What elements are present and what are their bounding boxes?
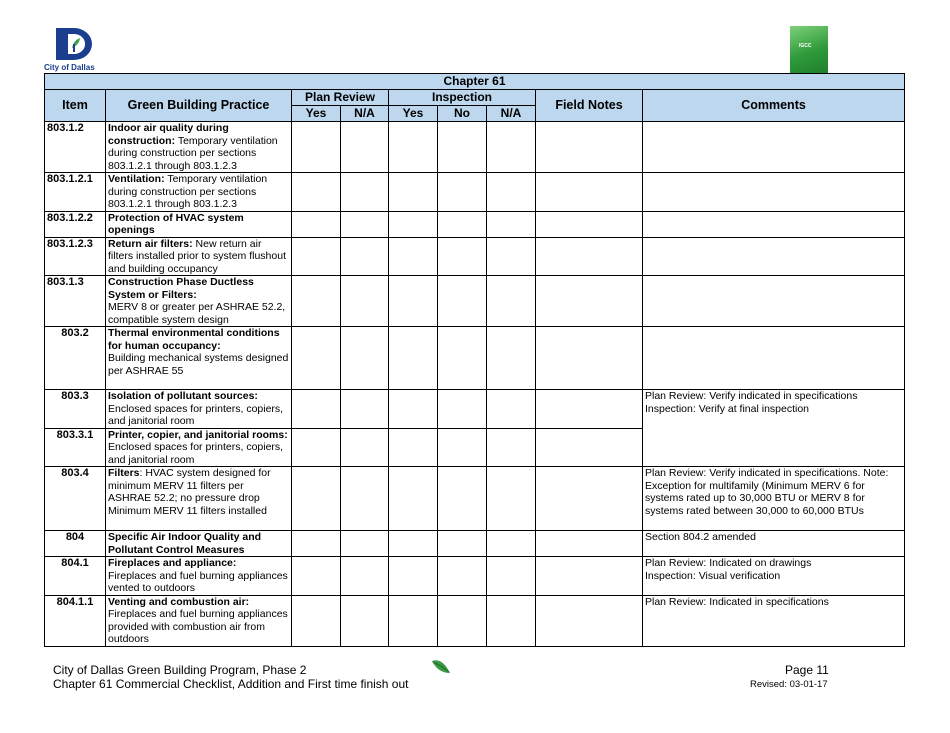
field-notes-cell[interactable] (536, 390, 643, 429)
plan-yes-cell[interactable] (292, 557, 341, 596)
insp-yes-cell[interactable] (389, 428, 438, 467)
plan-na-cell[interactable] (341, 276, 389, 327)
plan-na-cell[interactable] (341, 327, 389, 390)
practice-title: Construction Phase Ductless System or Filters: (108, 276, 254, 301)
table-row (45, 173, 905, 212)
practice-title: Filters (108, 467, 140, 479)
item-number: 803.1.3 (45, 276, 106, 327)
table-row (45, 595, 905, 646)
practice-cell (106, 276, 292, 327)
plan-yes-cell[interactable] (292, 595, 341, 646)
sub-yes: Yes (292, 106, 341, 122)
insp-yes-cell[interactable] (389, 211, 438, 237)
item-number: 803.3.1 (45, 428, 106, 467)
practice-text: Fireplaces and fuel burning appliances vented to outdoors (108, 569, 288, 594)
insp-yes-cell[interactable] (389, 390, 438, 429)
practice-cell (106, 467, 292, 531)
page-number: Page 11 (785, 663, 829, 677)
field-notes-cell[interactable] (536, 327, 643, 390)
plan-yes-cell[interactable] (292, 390, 341, 429)
item-number: 803.1.2.2 (45, 211, 106, 237)
practice-title: Isolation of pollutant sources: (108, 390, 258, 402)
practice-title: Return air filters: (108, 237, 193, 250)
insp-na-cell[interactable] (487, 390, 536, 429)
item-number: 803.1.2 (45, 122, 106, 173)
insp-no-cell[interactable] (438, 173, 487, 212)
plan-yes-cell[interactable] (292, 467, 341, 531)
field-notes-cell[interactable] (536, 122, 643, 173)
plan-na-cell[interactable] (341, 390, 389, 429)
plan-yes-cell[interactable] (292, 237, 341, 276)
table-row (45, 237, 905, 276)
field-notes-cell[interactable] (536, 428, 643, 467)
footer-program: City of Dallas Green Building Program, Phase 2 (53, 663, 307, 677)
col-comments: Comments (643, 90, 905, 122)
insp-na-cell[interactable] (487, 595, 536, 646)
plan-yes-cell[interactable] (292, 122, 341, 173)
insp-no-cell[interactable] (438, 237, 487, 276)
comments-cell: Section 804.2 amended (643, 531, 905, 557)
table-row (45, 390, 905, 429)
comment-line: Inspection: Verify at final inspection (645, 402, 810, 415)
sub-na: N/A (487, 106, 536, 122)
col-practice: Green Building Practice (106, 90, 292, 122)
practice-text: Enclosed spaces for printers, copiers, and janitorial room (108, 402, 284, 427)
insp-na-cell[interactable] (487, 122, 536, 173)
plan-na-cell[interactable] (341, 173, 389, 212)
insp-no-cell[interactable] (438, 595, 487, 646)
chapter-header: Chapter 61 (45, 74, 905, 90)
insp-na-cell[interactable] (487, 327, 536, 390)
practice-title: Printer, copier, and janitorial rooms: (108, 428, 288, 441)
insp-no-cell[interactable] (438, 467, 487, 531)
insp-yes-cell[interactable] (389, 467, 438, 531)
col-plan-review: Plan Review (292, 90, 389, 106)
plan-na-cell[interactable] (341, 595, 389, 646)
practice-title: Indoor air quality during construction: (108, 122, 229, 147)
practice-text: : HVAC system designed for minimum MERV 11 filters per ASHRAE 52.2; no pressure drop Minimum MERV 11 filters installed (108, 467, 271, 517)
practice-text: MERV 8 or greater per ASHRAE 52.2, compatible system design (108, 301, 286, 326)
field-notes-cell[interactable] (536, 276, 643, 327)
sub-yes: Yes (389, 106, 438, 122)
igcc-badge (790, 26, 828, 73)
plan-na-cell[interactable] (341, 467, 389, 531)
comments-cell (643, 276, 905, 327)
plan-na-cell[interactable] (341, 211, 389, 237)
table-row (45, 276, 905, 327)
field-notes-cell[interactable] (536, 211, 643, 237)
comments-cell: Plan Review: Indicated in specifications (643, 595, 905, 646)
insp-na-cell[interactable] (487, 428, 536, 467)
item-number: 803.3 (45, 390, 106, 429)
plan-na-cell[interactable] (341, 557, 389, 596)
insp-yes-cell[interactable] (389, 327, 438, 390)
practice-title: Ventilation: (108, 173, 165, 185)
practice-cell (106, 211, 292, 237)
item-number: 803.4 (45, 467, 106, 531)
comments-cell: Plan Review: Verify indicated in specifications. Note: Exception for multifamily (Minimum MERV 6 for systems rated up to 30,000 BTU or MERV 8 for systems rated between 30,000 to 60,000 BTUs (643, 467, 905, 531)
sub-na: N/A (341, 106, 389, 122)
insp-no-cell[interactable] (438, 428, 487, 467)
plan-na-cell[interactable] (341, 237, 389, 276)
item-number: 803.2 (45, 327, 106, 390)
plan-na-cell[interactable] (341, 428, 389, 467)
col-item: Item (45, 90, 106, 122)
insp-no-cell[interactable] (438, 531, 487, 557)
practice-title: Protection of HVAC system openings (108, 211, 244, 236)
practice-cell (106, 531, 292, 557)
practice-cell (106, 173, 292, 212)
comment-line: Plan Review: Verify indicated in specifications (645, 390, 858, 402)
insp-yes-cell[interactable] (389, 122, 438, 173)
plan-yes-cell[interactable] (292, 276, 341, 327)
practice-title: Specific Air Indoor Quality and Pollutant Control Measures (108, 531, 262, 556)
table-row (45, 557, 905, 596)
insp-na-cell[interactable] (487, 467, 536, 531)
practice-cell (106, 237, 292, 276)
practice-cell (106, 327, 292, 390)
practice-cell (106, 390, 292, 429)
table-row (45, 211, 905, 237)
insp-yes-cell[interactable] (389, 173, 438, 212)
practice-text: Temporary ventilation during construction per sections 803.1.2.1 through 803.1.2.3 (108, 173, 268, 210)
plan-yes-cell[interactable] (292, 173, 341, 212)
plan-yes-cell[interactable] (292, 428, 341, 467)
insp-na-cell[interactable] (487, 557, 536, 596)
practice-text: Enclosed spaces for printers, copiers, and janitorial room (108, 441, 284, 466)
item-number: 804.1.1 (45, 595, 106, 646)
comments-cell (643, 211, 905, 237)
insp-no-cell[interactable] (438, 211, 487, 237)
plan-yes-cell[interactable] (292, 327, 341, 390)
plan-yes-cell[interactable] (292, 531, 341, 557)
col-field-notes: Field Notes (536, 90, 643, 122)
logo-caption: City of Dallas (44, 63, 95, 72)
practice-title: Venting and combustion air: (108, 595, 250, 608)
practice-text: Building mechanical systems designed per ASHRAE 55 (108, 352, 289, 377)
leaf-icon (430, 657, 452, 677)
table-row (45, 122, 905, 173)
item-number: 804 (45, 531, 106, 557)
item-number: 803.1.2.3 (45, 237, 106, 276)
practice-cell (106, 122, 292, 173)
insp-na-cell[interactable] (487, 211, 536, 237)
practice-title: Fireplaces and appliance: (108, 557, 237, 569)
practice-cell (106, 428, 292, 467)
insp-yes-cell[interactable] (389, 531, 438, 557)
practice-title: Thermal environmental conditions for human occupancy: (108, 327, 280, 352)
table-row (45, 467, 905, 531)
field-notes-cell[interactable] (536, 237, 643, 276)
comment-line: Plan Review: Indicated on drawings (645, 557, 812, 569)
plan-na-cell[interactable] (341, 122, 389, 173)
insp-na-cell[interactable] (487, 276, 536, 327)
revised-date: Revised: 03-01-17 (750, 679, 828, 690)
plan-na-cell[interactable] (341, 531, 389, 557)
insp-no-cell[interactable] (438, 122, 487, 173)
sub-no: No (438, 106, 487, 122)
comment-line: Inspection: Visual verification (645, 569, 781, 582)
insp-na-cell[interactable] (487, 173, 536, 212)
field-notes-cell[interactable] (536, 557, 643, 596)
comments-cell (643, 173, 905, 212)
item-number: 803.1.2.1 (45, 173, 106, 212)
insp-no-cell[interactable] (438, 557, 487, 596)
practice-text: Fireplaces and fuel burning appliances provided with combustion air from outdoors (108, 608, 288, 645)
table-row (45, 327, 905, 390)
insp-yes-cell[interactable] (389, 595, 438, 646)
insp-no-cell[interactable] (438, 276, 487, 327)
plan-yes-cell[interactable] (292, 211, 341, 237)
insp-na-cell[interactable] (487, 237, 536, 276)
badge-text: IGCC (799, 43, 812, 49)
field-notes-cell[interactable] (536, 467, 643, 531)
table-row (45, 531, 905, 557)
practice-text: Temporary ventilation during construction per sections 803.1.2.1 through 803.1.2.3 (108, 134, 278, 172)
footer-checklist: Chapter 61 Commercial Checklist, Addition and First time finish out (53, 677, 409, 691)
insp-yes-cell[interactable] (389, 237, 438, 276)
insp-na-cell[interactable] (487, 531, 536, 557)
comments-cell (643, 327, 905, 390)
comments-cell (643, 557, 905, 596)
comments-cell (643, 237, 905, 276)
insp-yes-cell[interactable] (389, 557, 438, 596)
practice-cell (106, 557, 292, 596)
insp-yes-cell[interactable] (389, 276, 438, 327)
practice-cell (106, 595, 292, 646)
item-number: 804.1 (45, 557, 106, 596)
col-inspection: Inspection (389, 90, 536, 106)
insp-no-cell[interactable] (438, 390, 487, 429)
checklist-table (44, 73, 905, 647)
insp-no-cell[interactable] (438, 327, 487, 390)
field-notes-cell[interactable] (536, 173, 643, 212)
practice-text: New return air filters installed prior to system flushout and building occupancy (108, 237, 286, 275)
comments-cell (643, 390, 905, 467)
comments-cell (643, 122, 905, 173)
field-notes-cell[interactable] (536, 595, 643, 646)
field-notes-cell[interactable] (536, 531, 643, 557)
